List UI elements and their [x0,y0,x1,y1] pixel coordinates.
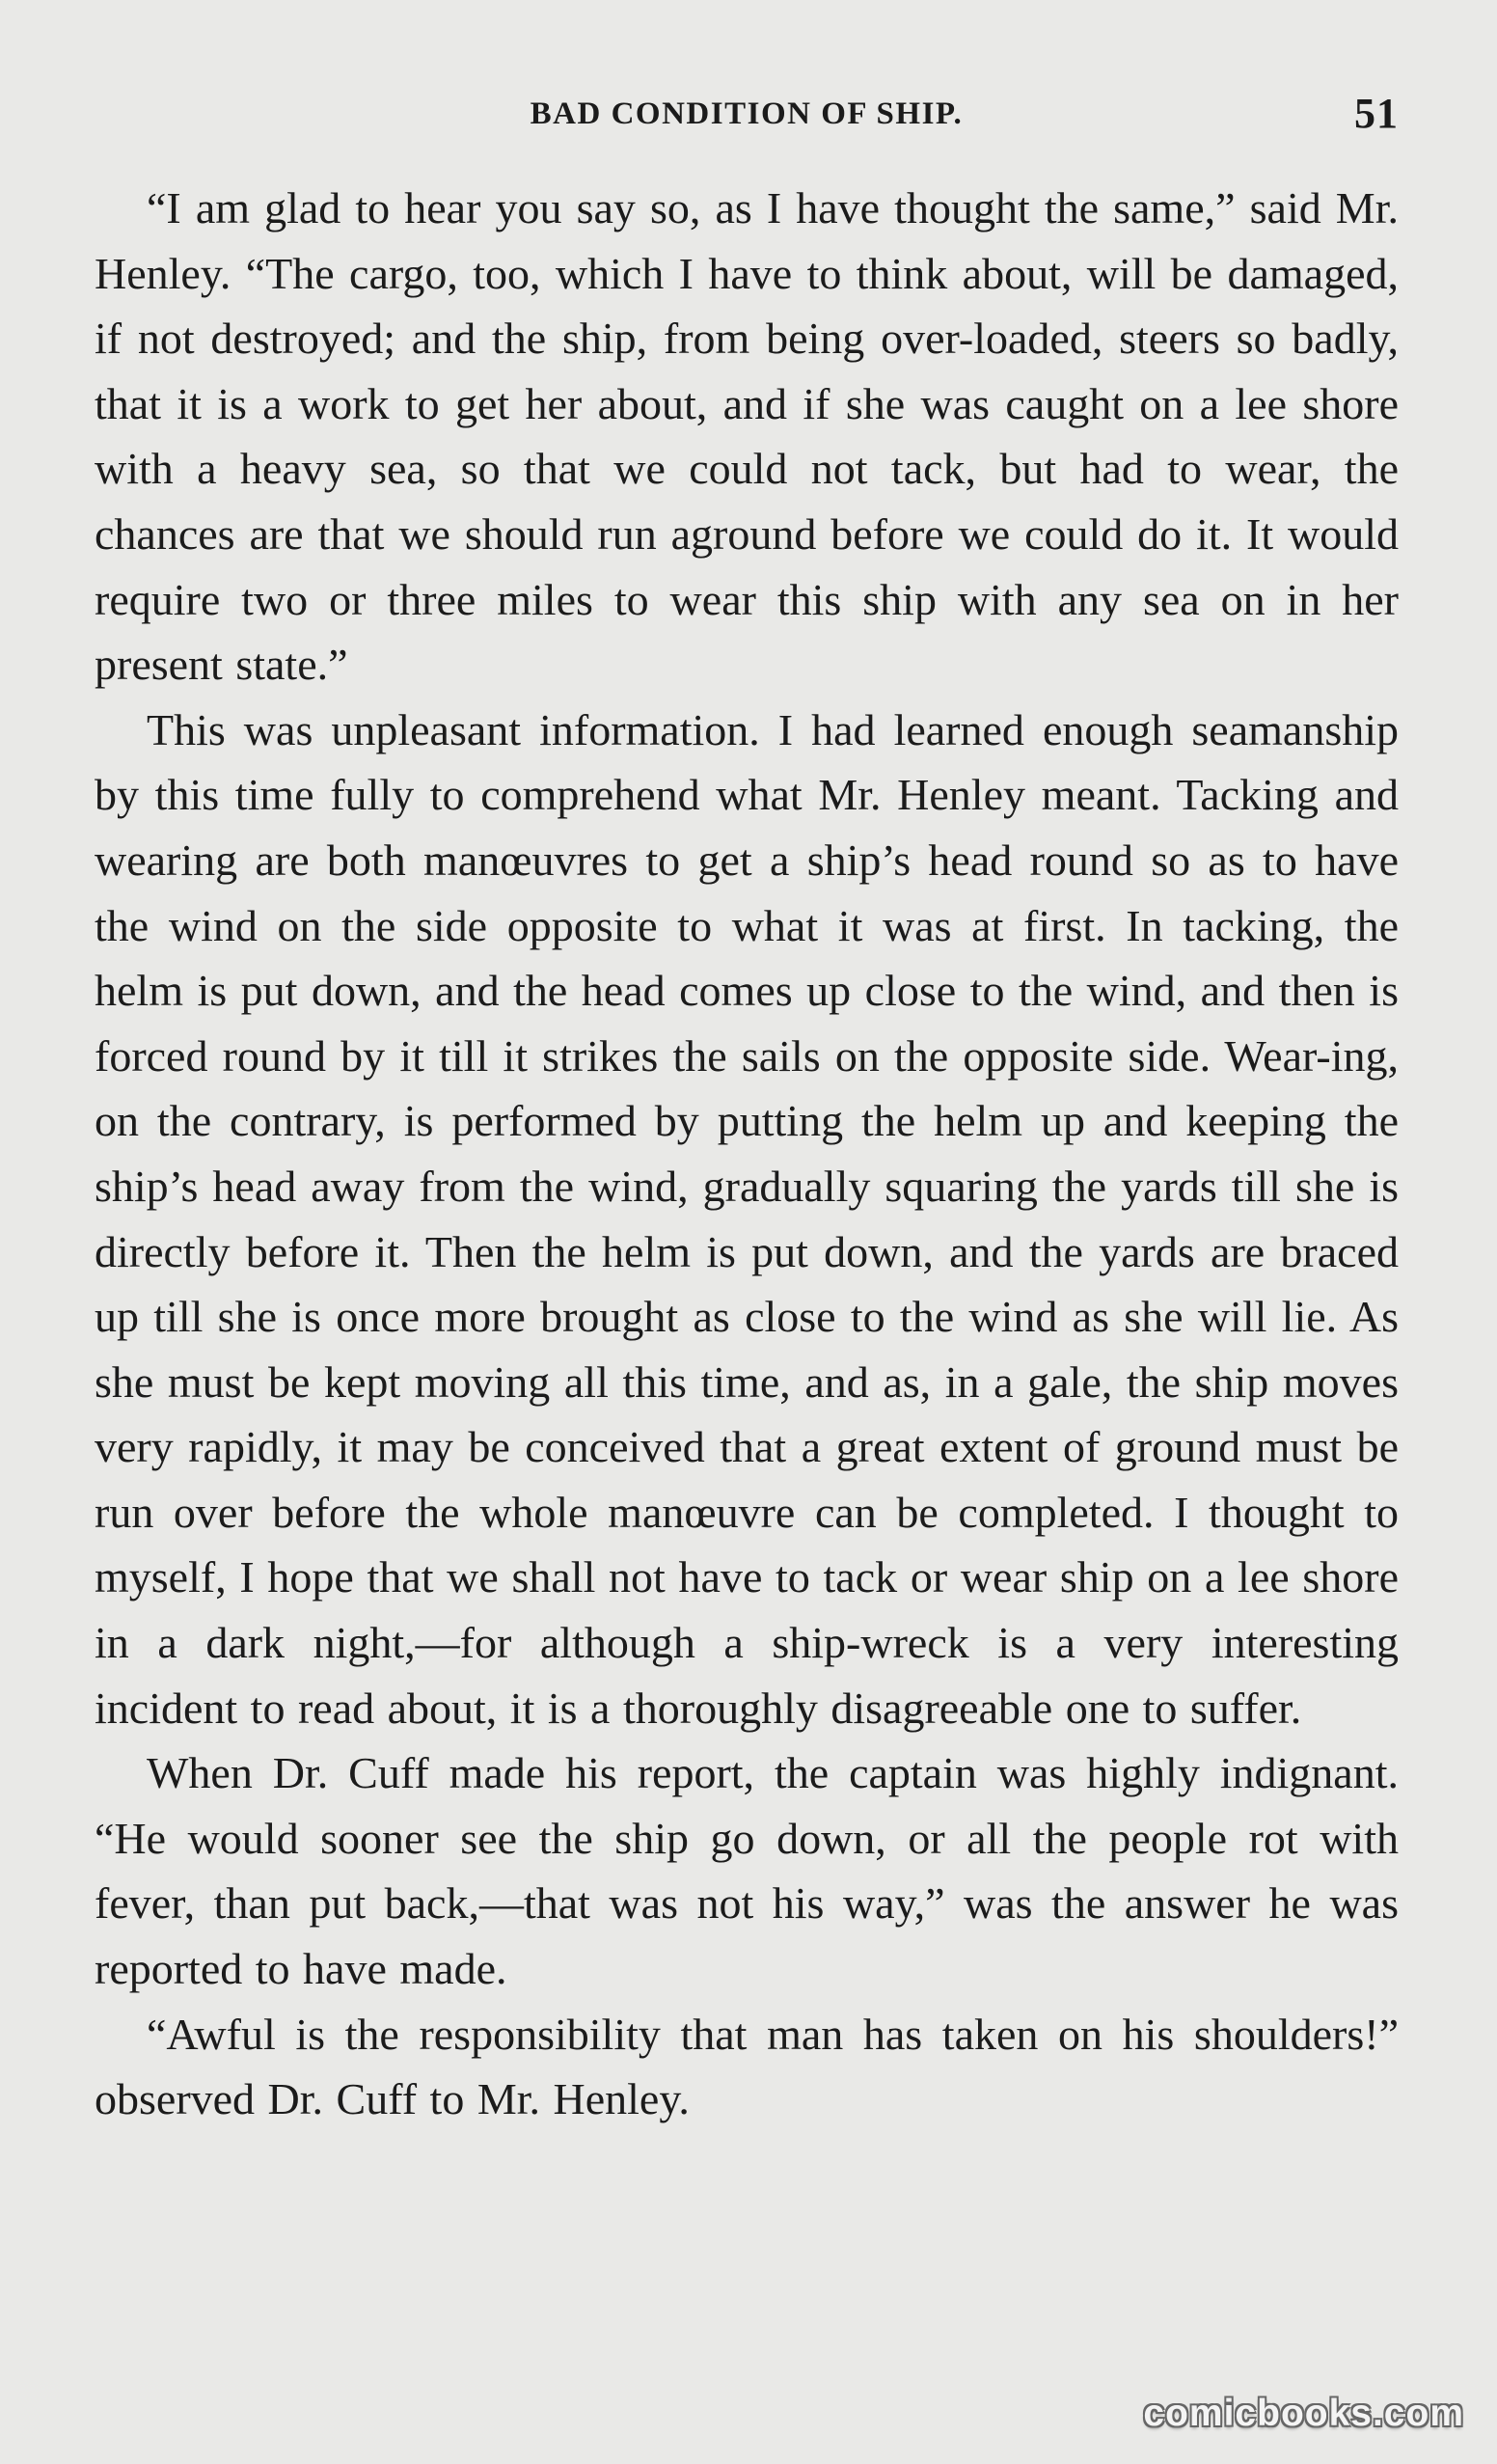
running-head-title: BAD CONDITION OF SHIP. [530,96,964,131]
body-text [95,176,1399,2132]
paragraph: When Dr. Cuff made his report, the captain was highly indignant. “He would sooner see the ship go down, or all the people rot with fever, than put back,—that was not his way,” was the answer he was reported to have made. [95,1748,1399,1994]
paragraph: “Awful is the responsibility that man has taken on his shoulders!” observed Dr. Cuff to Mr. Henley. [95,2009,1399,2124]
running-head [95,89,1399,147]
paragraph: This was unpleasant information. I had learned enough seamanship by this time fully to comprehend what Mr. Henley meant. Tacking and wearing are both manœuvres to get a ship’s head round so as to have the wind on the side opposite to what it was at first. In tacking, the helm is put down, and the head comes up close to the wind, and then is forced round by it till it strikes the sails on the opposite side. Wear-ing, on the contrary, is performed by putting the helm up and keeping the ship’s head away from the wind, gradually squaring the yards till she is directly before it. Then the helm is put down, and the yards are braced up till she is once more brought as close to the wind as she will lie. As she must be kept moving all this time, and as, in a gale, the ship moves very rapidly, it may be conceived that a great extent of ground must be run over before the whole manœuvre can be completed. I thought to myself, I hope that we shall not have to tack or wear ship on a lee shore in a dark night,—for although a ship-wreck is a very interesting incident to read about, it is a thoroughly disagreeable one to suffer. [95,704,1399,1733]
paragraph: “I am glad to hear you say so, as I have thought the same,” said Mr. Henley. “The cargo, too, which I have to think about, will be damaged, if not destroyed; and the ship, from being over-loaded, steers so badly, that it is a work to get her about, and if she was caught on a lee shore with a heavy sea, so that we could not tack, but had to wear, the chances are that we should run aground before we could do it. It would require two or three miles to wear this ship with any sea on in her present state.” [95,183,1399,690]
watermark: comicbooks.com [1143,2393,1464,2434]
page-number: 51 [1354,90,1399,137]
